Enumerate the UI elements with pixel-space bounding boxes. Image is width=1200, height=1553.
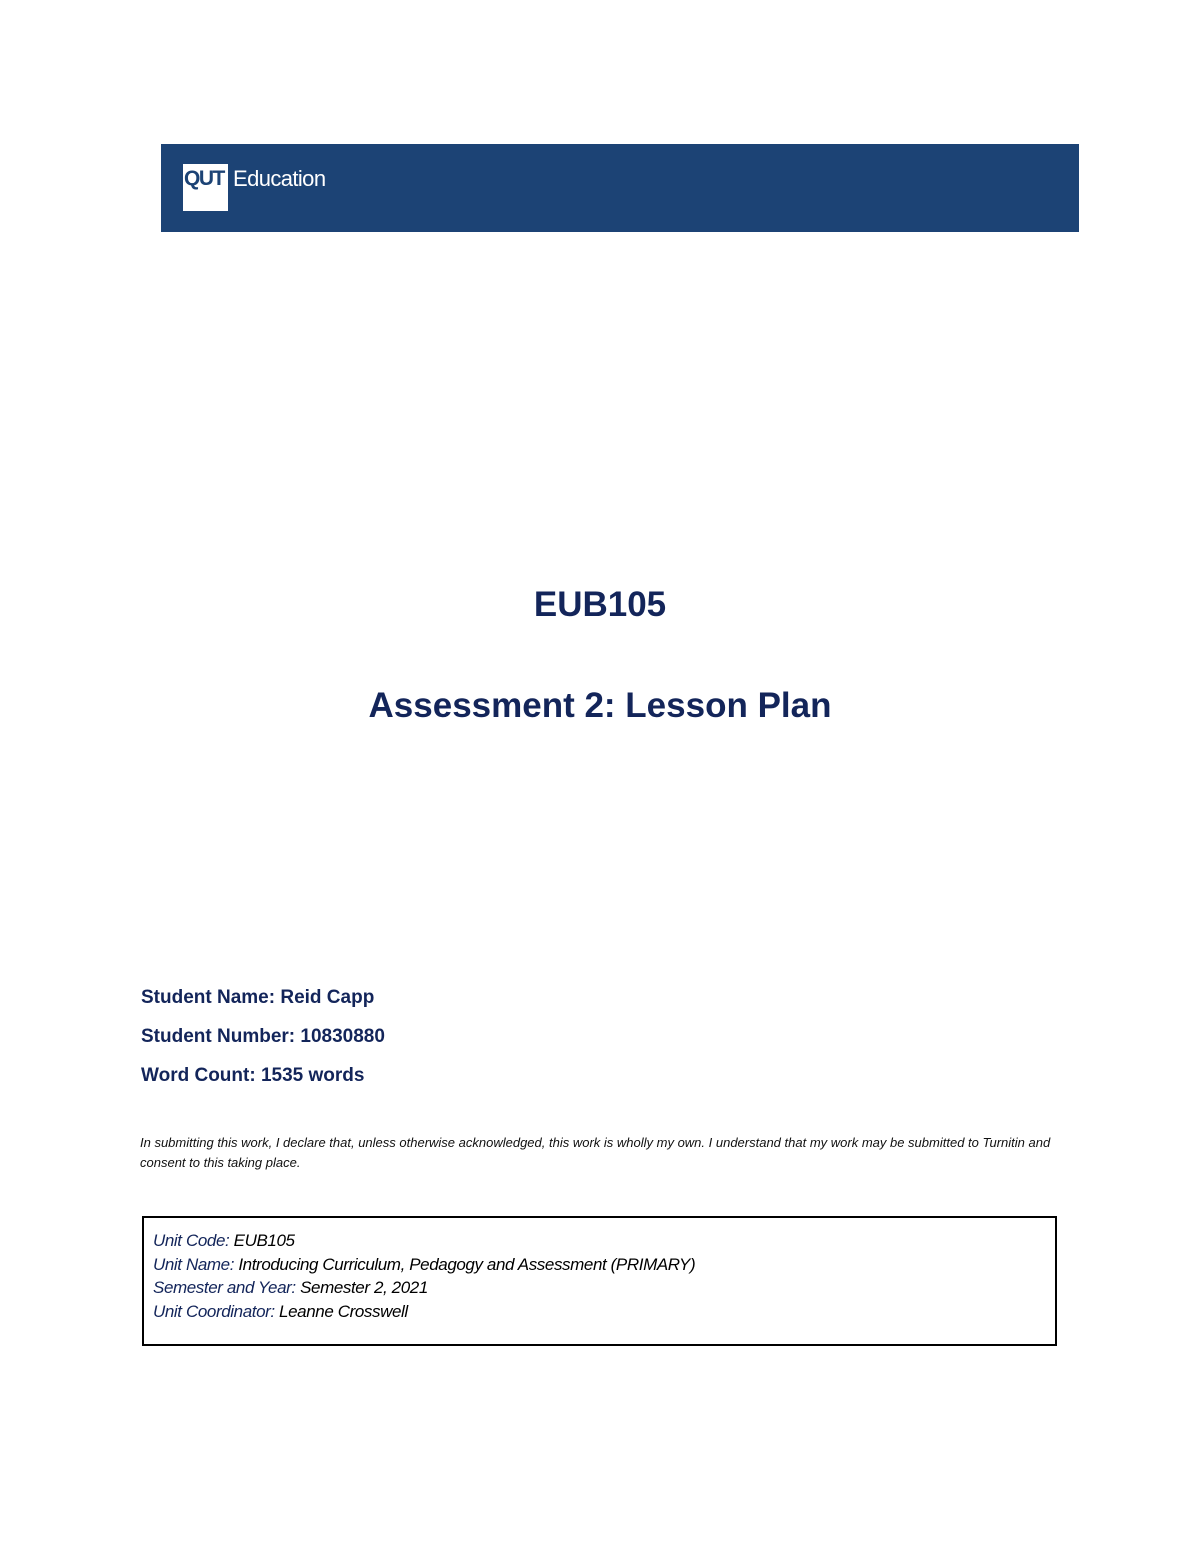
logo-text: Education bbox=[233, 166, 326, 191]
coordinator-label: Unit Coordinator: bbox=[153, 1301, 275, 1321]
student-name: Reid Capp bbox=[280, 987, 375, 1008]
coordinator: Leanne Crosswell bbox=[279, 1301, 408, 1321]
student-name-label: Student Name: bbox=[141, 987, 276, 1008]
document-title: Assessment 2: Lesson Plan bbox=[368, 686, 832, 725]
word-count-label: Word Count: bbox=[141, 1065, 256, 1086]
unit-name: Introducing Curriculum, Pedagogy and Assessment (PRIMARY) bbox=[238, 1254, 696, 1274]
qut-logo-icon bbox=[183, 164, 228, 211]
unit-code-label: Unit Code: bbox=[153, 1231, 230, 1250]
semester: Semester 2, 2021 bbox=[300, 1278, 428, 1297]
word-count: 1535 words bbox=[260, 1065, 365, 1086]
logo-mark: QUT bbox=[184, 167, 224, 190]
unit-name-label: Unit Name: bbox=[153, 1254, 235, 1274]
unit-info-box bbox=[142, 1216, 1057, 1346]
unit-name-line bbox=[153, 1253, 1055, 1277]
word-count-line bbox=[141, 1064, 364, 1088]
declaration-text: In submitting this work, I declare that, unless otherwise acknowledged, this work is wholly my own. I understand that my work may be submitted to Turnitin and consent to this taking place. bbox=[140, 1135, 1051, 1170]
course-code: EUB105 bbox=[533, 585, 667, 624]
semester-label: Semester and Year: bbox=[153, 1278, 296, 1297]
unit-code: EUB105 bbox=[233, 1231, 295, 1250]
student-number-label: Student Number: bbox=[141, 1026, 296, 1047]
semester-line bbox=[153, 1276, 1055, 1300]
header-banner bbox=[161, 144, 1079, 232]
unit-code-line bbox=[153, 1229, 1055, 1253]
student-number: 10830880 bbox=[300, 1026, 385, 1047]
student-number-line bbox=[141, 1025, 385, 1049]
coordinator-line bbox=[153, 1300, 1055, 1324]
student-name-line bbox=[141, 986, 374, 1010]
